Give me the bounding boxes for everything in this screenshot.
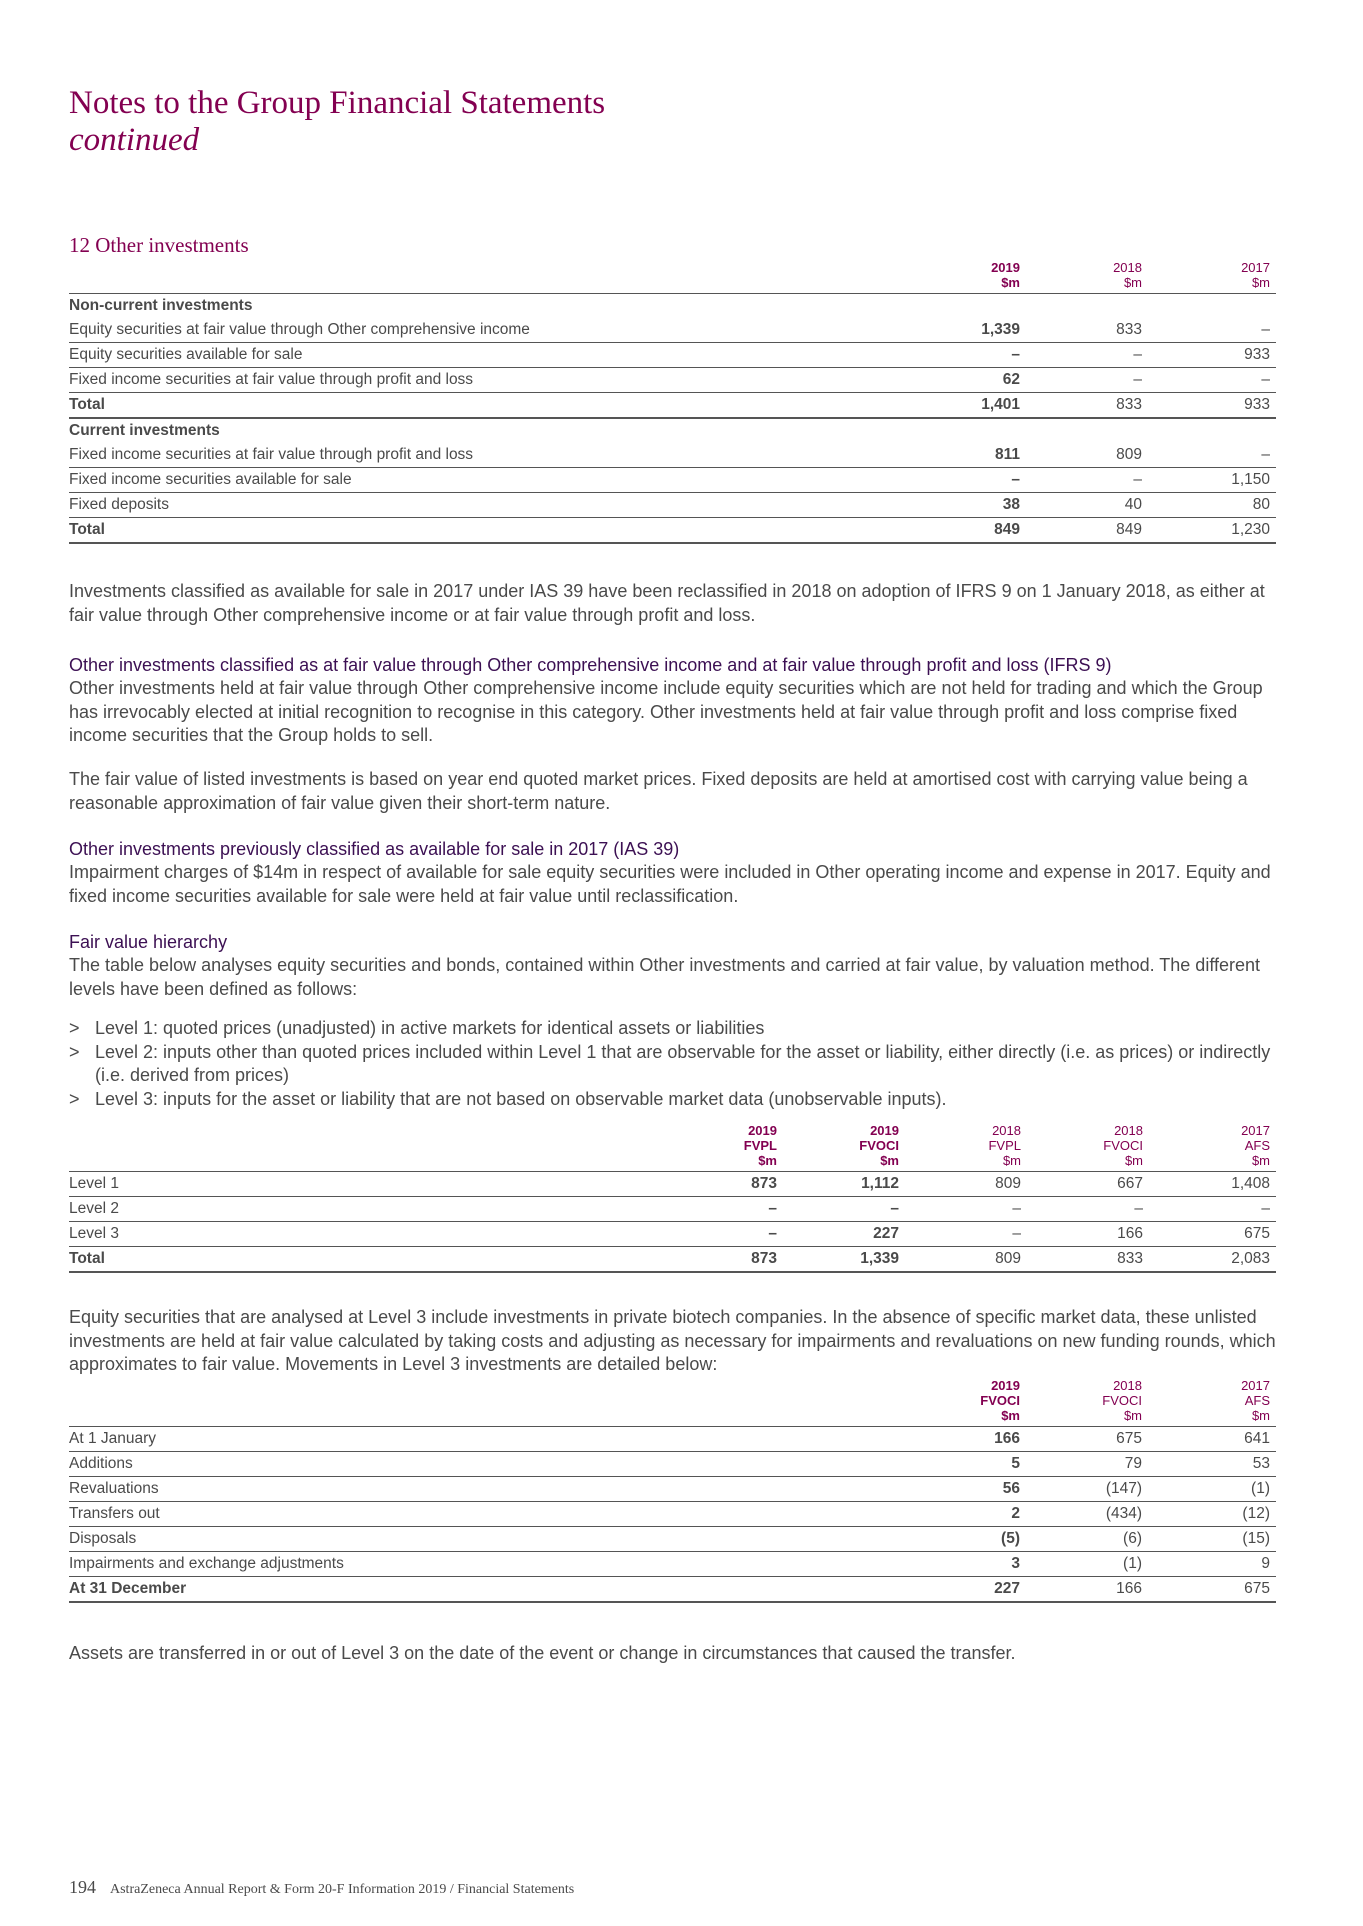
page-subtitle: continued	[69, 122, 200, 158]
footer-text: AstraZeneca Annual Report & Form 20-F Information 2019 / Financial Statements	[110, 1882, 575, 1897]
column-header: 2018 FVOCI $m	[1103, 1123, 1143, 1168]
paragraph-reclassification: Investments classified as available for sale in 2017 under IAS 39 have been reclassified in 2018 on adoption of IFRS 9 on 1 January 2018, as either at fair value through Other comprehensive income or at fair value through profit and loss.	[69, 581, 1265, 625]
table-row: Level 2 – – – – –	[69, 1197, 1276, 1222]
list-item: > Level 3: inputs for the asset or liability that are not based on observable market data (unobservable inputs).	[69, 1088, 947, 1109]
column-header: 2019 $m	[991, 260, 1020, 290]
table-row: Current investments	[69, 422, 220, 439]
list-item: > Level 1: quoted prices (unadjusted) in active markets for identical assets or liabilities	[69, 1018, 765, 1038]
page-footer	[69, 1877, 574, 1898]
paragraph-ifrs9: Other investments held at fair value through Other comprehensive income include equity securities which are not held for trading and which the Group has irrevocably elected at initial recognition to recognise in this category. Other investments held at fair value through profit and loss comprise fixed income securities that the Group holds to sell.	[69, 678, 1263, 745]
table-row: Revaluations 56 (147) (1)	[69, 1477, 1276, 1502]
table-row: Fixed deposits 38 40 80	[69, 493, 1276, 518]
table-row-total: At 31 December 227 166 675	[69, 1577, 1276, 1603]
subheading-ias39: Other investments previously classified as available for sale in 2017 (IAS 39)	[69, 839, 680, 859]
header-spacer	[69, 1123, 661, 1172]
table-row-total: Total 1,401 833 933	[69, 393, 1276, 419]
table-row: Additions 5 79 53	[69, 1452, 1276, 1477]
header-spacer	[69, 1378, 904, 1427]
table-row-total: Total 873 1,339 809 833 2,083	[69, 1247, 1276, 1273]
table-row: Transfers out 2 (434) (12)	[69, 1502, 1276, 1527]
table-row: Fixed income securities available for sale – – 1,150	[69, 468, 1276, 493]
header-spacer	[69, 260, 904, 294]
table-header-row	[69, 1123, 1276, 1172]
levels-list	[69, 1017, 1289, 1111]
list-item: > Level 2: inputs other than quoted prices included within Level 1 that are observable for the asset or liability, either directly (i.e. as prices) or indirectly (i.e. derived from prices)	[69, 1041, 1271, 1085]
table-row-total: Total 849 849 1,230	[69, 518, 1276, 544]
paragraph-fair-value: The fair value of listed investments is based on year end quoted market prices. Fixed deposits are held at amortised cost with carrying value being a reasonable approximation of fair value given their short-term nature.	[69, 769, 1248, 813]
paragraph-ias39: Impairment charges of $14m in respect of available for sale equity securities were included in Other operating income and expense in 2017. Equity and fixed income securities available for sale were held at fair value until reclassification.	[69, 862, 1271, 906]
table-row: Equity securities available for sale – – 933	[69, 343, 1276, 368]
column-header: 2019 FVOCI $m	[859, 1123, 899, 1168]
other-investments-table	[69, 260, 1276, 544]
paragraph-transfers: Assets are transferred in or out of Level 3 on the date of the event or change in circumstances that caused the transfer.	[69, 1643, 1016, 1663]
paragraph-level3: Equity securities that are analysed at Level 3 include investments in private biotech companies. In the absence of specific market data, these unlisted investments are held at fair value calculated by taking costs and adjusting as necessary for impairments and revaluations on new funding rounds, which approximates to fair value. Movements in Level 3 investments are detailed below:	[69, 1307, 1276, 1374]
subheading-fair-value-hierarchy: Fair value hierarchy	[69, 932, 228, 952]
table-row: Level 1 873 1,112 809 667 1,408	[69, 1172, 1276, 1197]
table-header-row	[69, 1378, 1276, 1427]
fair-value-hierarchy-table	[69, 1123, 1276, 1273]
table-row: Fixed income securities at fair value through profit and loss 811 809 –	[69, 443, 1276, 468]
column-header: 2018 FVOCI $m	[1102, 1378, 1142, 1423]
table-row: Fixed income securities at fair value through profit and loss 62 – –	[69, 368, 1276, 393]
column-header: 2019 FVPL $m	[743, 1123, 777, 1168]
page-title: Notes to the Group Financial Statements	[69, 85, 606, 121]
table-row: Equity securities at fair value through Other comprehensive income 1,339 833 –	[69, 318, 1276, 343]
column-header: 2017 $m	[1241, 260, 1270, 290]
column-header: 2018 $m	[1113, 260, 1142, 290]
section-heading: 12 Other investments	[69, 233, 249, 257]
table-row: Disposals (5) (6) (15)	[69, 1527, 1276, 1552]
table-row: Impairments and exchange adjustments 3 (1) 9	[69, 1552, 1276, 1577]
paragraph-fair-value-hierarchy: The table below analyses equity securities and bonds, contained within Other investments and carried at fair value, by valuation method. The different levels have been defined as follows:	[69, 955, 1261, 999]
column-header: 2017 AFS $m	[1241, 1123, 1270, 1168]
column-header: 2019 FVOCI $m	[980, 1378, 1020, 1423]
table-header-row	[69, 260, 1276, 294]
page-number: 194	[69, 1877, 96, 1897]
column-header: 2017 AFS $m	[1241, 1378, 1270, 1423]
subheading-ifrs9: Other investments classified as at fair value through Other comprehensive income and at fair value through profit and loss (IFRS 9)	[69, 655, 1112, 675]
column-header: 2018 FVPL $m	[988, 1123, 1021, 1168]
table-row: At 1 January 166 675 641	[69, 1427, 1276, 1452]
table-row: Level 3 – 227 – 166 675	[69, 1222, 1276, 1247]
level3-movements-table	[69, 1378, 1276, 1603]
table-row: Non-current investments	[69, 297, 253, 314]
